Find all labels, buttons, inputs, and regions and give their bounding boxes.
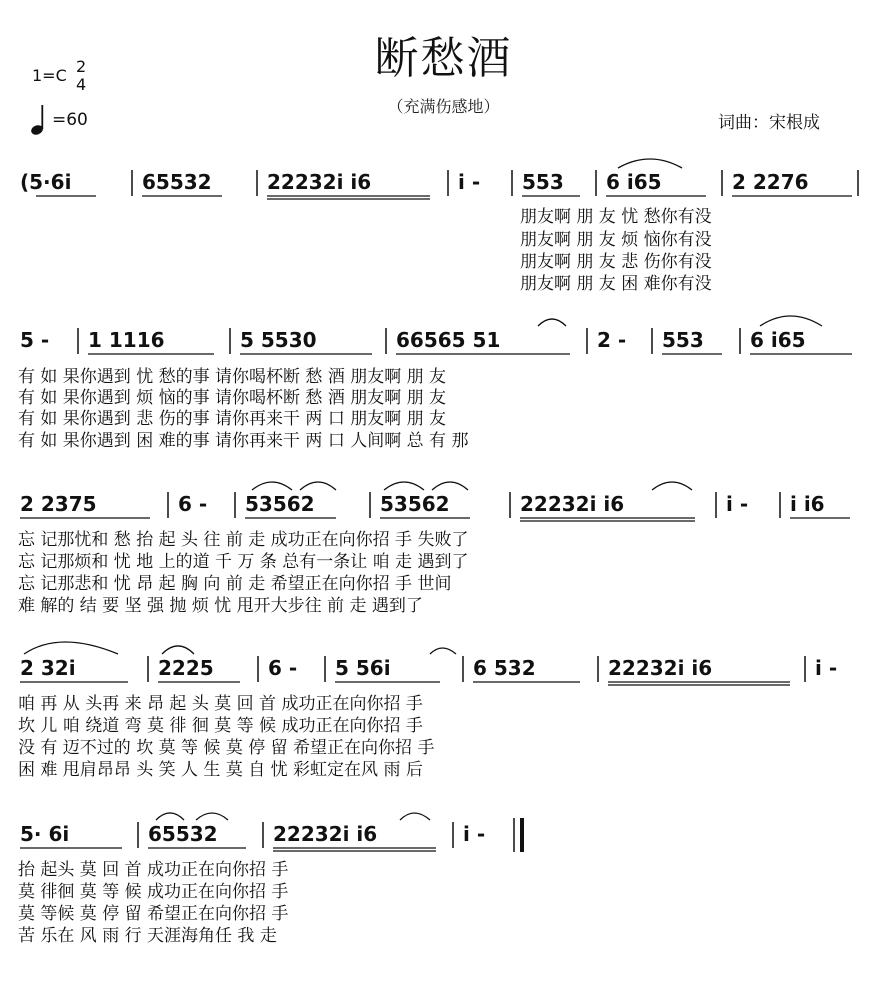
lyric-line: 苦 乐在 风 雨 行 天涯海角任 我 走 — [18, 926, 277, 946]
measure: 553 — [662, 328, 704, 352]
lyric-line: 坎 儿 咱 绕道 弯 莫 徘 徊 莫 等 候 成功正在向你招 手 — [18, 716, 423, 736]
measure: i - — [815, 656, 838, 680]
measure: 6 - — [178, 492, 208, 516]
measure: 53562 — [380, 492, 450, 516]
measure: 22232i i6 — [520, 492, 625, 516]
lyric-line: 抬 起头 莫 回 首 成功正在向你招 手 — [18, 860, 289, 880]
lyric-line: 忘 记那悲和 忧 昂 起 胸 向 前 走 希望正在向你招 手 世间 — [18, 574, 452, 594]
measure: i - — [726, 492, 749, 516]
lyric-line: 朋友啊 朋 友 困 难你有没 — [520, 274, 712, 294]
lyric-line: 忘 记那烦和 忧 地 上的道 千 万 条 总有一条让 咱 走 遇到了 — [18, 552, 469, 572]
measure: 6 - — [268, 656, 298, 680]
measure: 2225 — [158, 656, 214, 680]
measure: 553 — [522, 170, 564, 194]
lyric-line: 朋友啊 朋 友 忧 愁你有没 — [520, 207, 712, 227]
measure: 22232i i6 — [267, 170, 372, 194]
time-signature-bottom: 4 — [76, 75, 87, 94]
measure: 6 i65 — [750, 328, 806, 352]
measure: i - — [463, 822, 486, 846]
key-signature: 1=C — [32, 66, 67, 85]
lyric-line: 莫 徘徊 莫 等 候 成功正在向你招 手 — [18, 882, 289, 902]
lyric-line: 有 如 果你遇到 困 难的事 请你再来干 两 口 人间啊 总 有 那 — [18, 431, 469, 451]
measure: 1 1116 — [88, 328, 165, 352]
time-signature-top: 2 — [76, 57, 87, 76]
time-signature — [76, 58, 86, 94]
measure: 66565 51 — [396, 328, 501, 352]
measure: 65532 — [148, 822, 218, 846]
measure: (5·6i — [20, 170, 72, 194]
measure: 53562 — [245, 492, 315, 516]
song-title: 断愁酒 — [374, 33, 513, 84]
lyric-line: 朋友啊 朋 友 悲 伤你有没 — [520, 252, 712, 272]
measure: 6 i65 — [606, 170, 662, 194]
measure: 2 2375 — [20, 492, 97, 516]
expression-marking: （充满伤感地） — [387, 97, 500, 116]
measure: 5 - — [20, 328, 50, 352]
measure: 5· 6i — [20, 822, 70, 846]
measure: 65532 — [142, 170, 212, 194]
lyric-line: 莫 等候 莫 停 留 希望正在向你招 手 — [18, 904, 289, 924]
lyric-line: 难 解的 结 要 坚 强 抛 烦 忧 甩开大步往 前 走 遇到了 — [18, 596, 423, 616]
lyric-line: 有 如 果你遇到 烦 恼的事 请你喝杯断 愁 酒 朋友啊 朋 友 — [18, 388, 447, 408]
measure: 5 56i — [335, 656, 391, 680]
lyric-line: 有 如 果你遇到 忧 愁的事 请你喝杯断 愁 酒 朋友啊 朋 友 — [18, 367, 447, 387]
measure: i - — [458, 170, 481, 194]
lyric-line: 没 有 迈不过的 坎 莫 等 候 莫 停 留 希望正在向你招 手 — [18, 738, 435, 758]
measure: i i6 — [790, 492, 825, 516]
tempo-marking: =60 — [52, 110, 88, 130]
lyric-line: 困 难 甩肩昂昂 头 笑 人 生 莫 自 忧 彩虹定在风 雨 后 — [18, 760, 423, 780]
measure: 22232i i6 — [273, 822, 378, 846]
measure: 5 5530 — [240, 328, 317, 352]
measure: 2 - — [597, 328, 627, 352]
lyric-line: 咱 再 从 头再 来 昂 起 头 莫 回 首 成功正在向你招 手 — [18, 694, 423, 714]
measure: 22232i i6 — [608, 656, 713, 680]
lyric-line: 忘 记那忧和 愁 抬 起 头 往 前 走 成功正在向你招 手 失败了 — [18, 530, 469, 550]
measure: 2 32i — [20, 656, 76, 680]
lyric-line: 有 如 果你遇到 悲 伤的事 请你再来干 两 口 朋友啊 朋 友 — [18, 409, 447, 429]
measure: 2 2276 — [732, 170, 809, 194]
measure: 6 532 — [473, 656, 536, 680]
credits: 词曲：宋根成 — [718, 113, 820, 133]
lyric-line: 朋友啊 朋 友 烦 恼你有没 — [520, 230, 712, 250]
